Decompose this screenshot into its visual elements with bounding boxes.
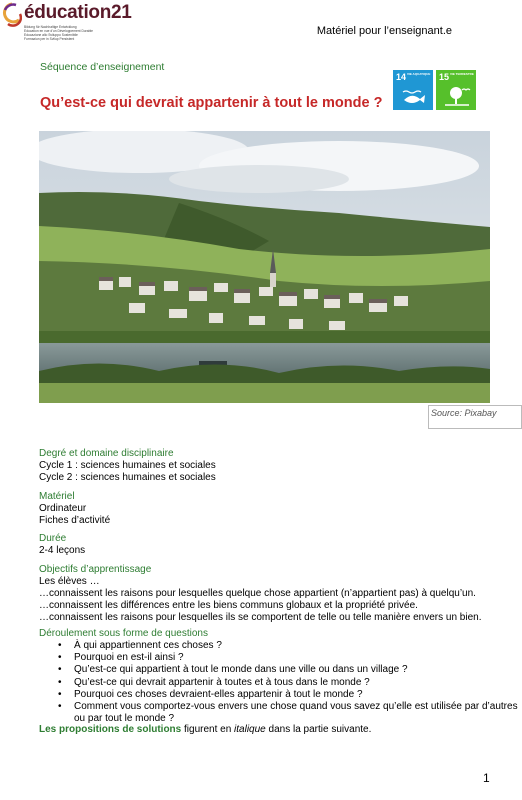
duration-line: 2-4 leçons	[39, 545, 86, 556]
material-line: Fiches d’activité	[39, 515, 111, 526]
process-heading: Déroulement sous forme de questions	[39, 628, 208, 639]
objectives-line: Les élèves …	[39, 576, 100, 587]
question-item: • À qui appartiennent ces choses ?	[39, 640, 519, 652]
sequence-label: Séquence d’enseignement	[40, 61, 165, 73]
objectives-line: …connaissent les raisons pour lesquelles quelque chose appartient (n’appartient pas) à quelqu’un.	[39, 588, 476, 599]
objectives-line: …connaissent les différences entre les biens communs globaux et la propriété privée.	[39, 600, 418, 611]
duration-heading: Durée	[39, 533, 67, 544]
objectives-line: …connaissent les raisons pour lesquelles ils se comportent de telle ou telle manière envers un bien.	[39, 612, 482, 623]
degree-line: Cycle 1 : sciences humaines et sociales	[39, 460, 216, 471]
logo-mark-icon	[2, 2, 22, 30]
audience-label: Matériel pour l’enseignant.e	[316, 25, 452, 37]
solutions-note: Les propositions de solutions figurent en italique dans la partie suivante.	[39, 724, 372, 735]
question-item: • Qu’est-ce qui appartient à tout le monde dans une ville ou dans un village ?	[39, 664, 519, 676]
logo-tagline: Bildung für Nachhaltige Entwicklung Education en vue d'un Développement Durable Educazione allo Sviluppo Sostenibile Furmaziun per in Svilup Persistent	[24, 25, 93, 42]
page-number: 1	[483, 771, 490, 785]
question-item: • Pourquoi en est-il ainsi ?	[39, 652, 519, 664]
page-title: Qu’est-ce qui devrait appartenir à tout le monde ?	[40, 95, 383, 111]
fish-icon	[402, 87, 426, 107]
logo-name: éducation21	[24, 2, 132, 23]
photo-source-caption: Source: Pixabay	[428, 405, 522, 429]
question-list	[39, 640, 519, 725]
village-landscape-photo	[39, 131, 490, 403]
material-line: Ordinateur	[39, 503, 87, 514]
tree-bird-icon	[443, 84, 471, 108]
objectives-heading: Objectifs d’apprentissage	[39, 564, 152, 575]
question-item: • Qu’est-ce qui devrait appartenir à toutes et à tous dans le monde ?	[39, 677, 519, 689]
question-item: • Comment vous comportez-vous envers une chose quand vous savez qu’elle est utilisée par d’autres ou par tout le monde ?	[39, 701, 519, 725]
degree-line: Cycle 2 : sciences humaines et sociales	[39, 472, 216, 483]
question-item: • Pourquoi ces choses devraient-elles appartenir à tout le monde ?	[39, 689, 519, 701]
sdg-14-badge: 14 VIE AQUATIQUE	[393, 70, 433, 110]
sdg-15-badge: 15 VIE TERRESTRE	[436, 70, 476, 110]
education21-logo	[2, 2, 132, 44]
degree-heading: Degré et domaine disciplinaire	[39, 448, 174, 459]
material-heading: Matériel	[39, 491, 75, 502]
